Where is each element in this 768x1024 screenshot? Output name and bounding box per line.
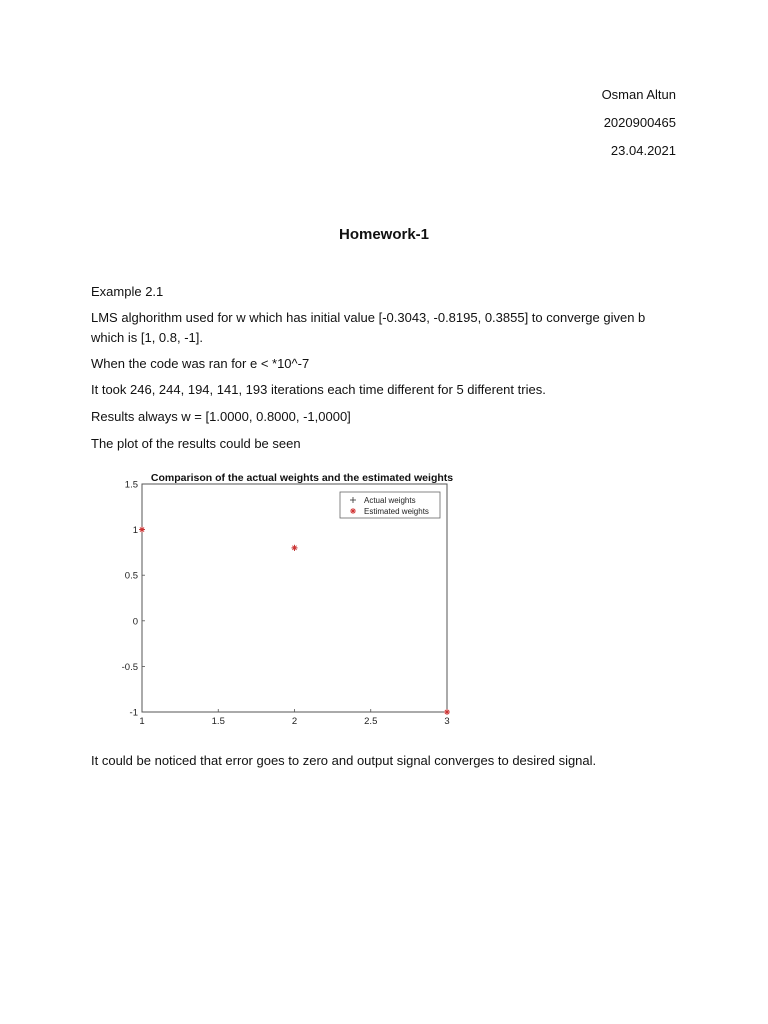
- iterations-paragraph: It took 246, 244, 194, 141, 193 iterations each time different for 5 different tries.: [91, 382, 546, 397]
- plot-intro-paragraph: The plot of the results could be seen: [91, 436, 301, 451]
- x-tick-label: 2.5: [364, 716, 378, 726]
- legend-label-actual: Actual weights: [364, 496, 416, 505]
- weights-comparison-chart: [112, 466, 464, 726]
- x-tick-label: 1: [139, 716, 145, 726]
- tolerance-paragraph: When the code was ran for e < *10^-7: [91, 356, 310, 371]
- y-tick-label: 0.5: [124, 570, 138, 582]
- lms-paragraph: LMS alghorithm used for w which has initial value [-0.3043, -0.8195, 0.3855] to converge given b which is [1, 0.8, -1].: [91, 310, 646, 345]
- conclusion-paragraph: It could be noticed that error goes to zero and output signal converges to desired signal.: [91, 753, 597, 768]
- results-paragraph: Results always w = [1.0000, 0.8000, -1,0000]: [91, 409, 351, 424]
- x-tick-label: 1.5: [211, 716, 225, 726]
- chart-title: Comparison of the actual weights and the estimated weights: [150, 472, 454, 484]
- example-heading: Example 2.1: [91, 284, 164, 299]
- student-id: 2020900465: [603, 115, 676, 130]
- y-tick-label: 1.5: [124, 479, 138, 491]
- x-tick-label: 3: [444, 716, 450, 726]
- document-date: 23.04.2021: [610, 143, 676, 158]
- chart-svg: [112, 466, 464, 726]
- chart-legend: [340, 492, 440, 518]
- y-tick-label: -0.5: [121, 661, 138, 673]
- y-tick-label: 1: [132, 525, 138, 537]
- y-tick-label: -1: [129, 707, 138, 719]
- y-tick-label: 0: [132, 616, 138, 628]
- legend-label-estimated: Estimated weights: [364, 507, 429, 516]
- estimated-weight-point: [444, 709, 450, 715]
- document-title: Homework-1: [338, 226, 430, 243]
- x-tick-label: 2: [291, 716, 298, 726]
- author-name: Osman Altun: [601, 87, 676, 102]
